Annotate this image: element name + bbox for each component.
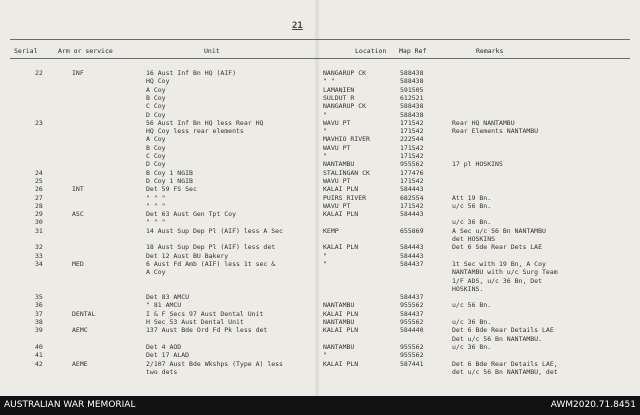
header-remarks: Remarks [476,47,504,55]
row-location: WAVU PT [323,143,351,152]
row-location: " [323,152,327,160]
row-location: NANTAMBU [323,160,355,169]
row-arm: INF [72,69,84,77]
row-unit: Det 4 AOD [146,342,182,351]
row-serial: 27 [35,193,43,202]
row-arm: AEMC [72,326,88,335]
row-map-ref: 584443 [400,210,424,219]
row-map-ref: 955562 [400,342,424,351]
row-serial: 25 [35,176,43,185]
row-remarks: Det 6 Sde Rear Dets LAE [452,243,543,252]
table-row [0,368,640,377]
row-serial: 42 [35,359,43,368]
header-serial: Serial [14,47,38,55]
row-map-ref: 955562 [400,301,424,310]
row-unit: C Coy [146,152,166,160]
row-remarks: u/c 56 Bn. [452,201,492,210]
footer-institution: AUSTRALIAN WAR MEMORIAL [4,400,136,410]
row-serial: 39 [35,326,43,335]
row-location: " [323,251,327,260]
row-location: KEMP [323,226,339,235]
row-location: KALAI PLN [323,309,359,318]
row-unit: D Coy 1 NGIB [146,176,193,185]
row-map-ref: 584443 [400,243,424,252]
row-serial: 26 [35,185,43,194]
row-map-ref: 584440 [400,326,424,335]
row-remarks: 17 pl HOSKINS [452,160,503,169]
row-serial: 32 [35,243,43,252]
row-serial: 40 [35,342,43,351]
row-remarks: Det 6 Bde Rear Details LAE, [452,359,558,368]
row-location: NANGARUP CK [323,102,367,111]
row-serial: 41 [35,351,43,360]
row-location: " [323,259,327,268]
row-remarks: u/c 36 Bn. [452,342,492,351]
row-map-ref: 682554 [400,193,424,202]
row-map-ref: 588438 [400,110,424,119]
row-location: PUIRS RIVER [323,193,367,202]
row-unit: A Coy [146,268,166,277]
row-unit: " " " [146,201,166,210]
row-serial: 24 [35,168,43,177]
row-remarks: NANTAMBU with u/c Surg Team [452,268,558,277]
row-remarks: Det 6 Bde Rear Details LAE [452,326,554,335]
row-unit: I & F Secs 97 Aust Dental Unit [146,309,264,318]
row-map-ref: 587441 [400,359,424,368]
row-location: " [323,110,327,119]
row-unit: Det 12 Aust BU Bakery [146,251,229,260]
row-location: NANTAMBU [323,318,355,326]
row-unit: B Coy [146,143,166,152]
row-map-ref: 177476 [400,168,424,177]
row-map-ref: 655869 [400,226,424,235]
row-remarks: 1/F ADS, u/c 36 Bn, Det [452,276,543,285]
row-unit: B Coy 1 NGIB [146,168,193,177]
row-remarks: Rear HQ NANTAMBU [452,118,515,127]
row-unit: 14 Aust Sup Dep Pl (AIF) less A Sec [146,226,283,235]
row-map-ref: 955562 [400,318,424,326]
row-map-ref: 171542 [400,127,424,136]
row-unit: 2/107 Aust Bde Wkshps (Type A) less [146,359,283,368]
row-unit: D Coy [146,160,166,169]
page-number: 21 [292,21,303,31]
header-rule-bottom [10,58,630,59]
row-remarks: Rear Elements NANTAMBU [452,127,539,136]
row-unit: B Coy [146,93,166,102]
row-arm: DENTAL [72,309,96,318]
row-location: LAMANIEN [323,85,355,94]
header-map-ref: Map Ref [399,47,427,55]
row-serial: 33 [35,251,43,260]
row-location: NANGARUP CK [323,69,367,77]
row-map-ref: 171542 [400,118,424,127]
row-map-ref: 171542 [400,176,424,185]
row-location: SULDUT R [323,93,355,102]
row-unit: Det 63 Aust Gen Tpt Coy [146,210,237,219]
row-map-ref: 612521 [400,93,424,102]
row-remarks: det u/c 56 Bn NANTAMBU, det [452,367,558,376]
row-location: KALAI PLN [323,243,359,252]
row-map-ref: 171542 [400,143,424,152]
row-unit: Det 59 FS Sec [146,185,197,194]
row-location: WAVU PT [323,201,351,210]
row-arm: ASC [72,210,84,219]
row-arm: INT [72,185,84,194]
row-remarks: u/c 36 Bn. [452,318,492,326]
row-location: KALAI PLN [323,326,359,335]
row-unit: " 81 AMCU [146,301,182,310]
row-map-ref: 584437 [400,259,424,268]
row-arm: MED [72,259,84,268]
row-remarks: det HOSKINS [452,235,496,243]
row-serial: 35 [35,293,43,302]
row-location: NANTAMBU [323,301,355,310]
row-unit: two dets [146,367,178,376]
row-remarks: A Sec u/c 56 Bn NANTAMBU [452,226,546,235]
row-serial: 38 [35,318,43,326]
row-remarks: 1t Sec with 19 Bn, A Coy [452,259,546,268]
row-map-ref: 955562 [400,160,424,169]
row-serial: 23 [35,118,43,127]
row-unit: 56 Aust Inf Bn HQ less Rear HQ [146,118,264,127]
row-map-ref: 584437 [400,309,424,318]
header-rule-top [10,39,630,40]
row-unit: Det 17 ALAD [146,351,190,360]
row-map-ref: 584443 [400,185,424,194]
row-unit: A Coy [146,135,166,144]
header-arm: Arm or service [58,47,113,55]
row-unit: Det 83 AMCU [146,293,190,302]
row-unit: " " " [146,218,166,227]
row-serial: 31 [35,226,43,235]
header-unit: Unit [204,47,220,55]
row-map-ref: 591505 [400,85,424,94]
row-map-ref: 584443 [400,251,424,260]
row-map-ref: 171542 [400,152,424,160]
row-serial: 36 [35,301,43,310]
row-location: NANTAMBU [323,342,355,351]
row-location: " [323,351,327,360]
header-location: Location [355,47,387,55]
row-unit: C Coy [146,102,166,111]
row-serial: 29 [35,210,43,219]
row-unit: H Sec 53 Aust Dental Unit [146,318,244,326]
row-map-ref: 955562 [400,351,424,360]
row-unit: 18 Aust Sup Dep Pl (AIF) less det [146,243,276,252]
row-map-ref: 171542 [400,201,424,210]
row-serial: 22 [35,69,43,77]
row-location: MAVHIO RIVER [323,135,370,144]
row-serial: 28 [35,201,43,210]
row-map-ref: 222544 [400,135,424,144]
row-location: WAVU PT [323,118,351,127]
row-location: WAVU PT [323,176,351,185]
row-location: KALAI PLN [323,185,359,194]
row-unit: A Coy [146,85,166,94]
footer-accession: AWM2020.71.8451 [550,400,636,410]
row-arm: AEME [72,359,88,368]
row-map-ref: 584437 [400,293,424,302]
row-unit: HQ Coy [146,77,170,86]
row-remarks: Det u/c 56 Bn NANTAMBU. [452,334,543,343]
row-serial: 30 [35,218,43,227]
row-location: " [323,127,327,136]
row-unit: D Coy [146,110,166,119]
row-location: STALINGAN CK [323,168,370,177]
row-unit: HQ Coy less rear elements [146,127,244,136]
row-unit: 137 Aust Bde Ord Fd Pk less det [146,326,268,335]
row-map-ref: 588438 [400,77,424,86]
row-remarks: Att 19 Bn. [452,193,492,202]
row-serial: 37 [35,309,43,318]
row-unit: 16 Aust Inf Bn HQ (AIF) [146,69,237,77]
row-map-ref: 588438 [400,69,424,77]
row-location: KALAI PLN [323,210,359,219]
row-map-ref: 588438 [400,102,424,111]
row-remarks: u/c 36 Bn. [452,218,492,227]
row-unit: " " " [146,193,166,202]
row-location: KALAI PLN [323,359,359,368]
row-location: " " [323,77,335,86]
row-remarks: HOSKINS. [452,284,484,293]
row-serial: 34 [35,259,43,268]
row-remarks: u/c 56 Bn. [452,301,492,310]
row-unit: 6 Aust Fd Amb (AIF) less 1t sec & [146,259,276,268]
